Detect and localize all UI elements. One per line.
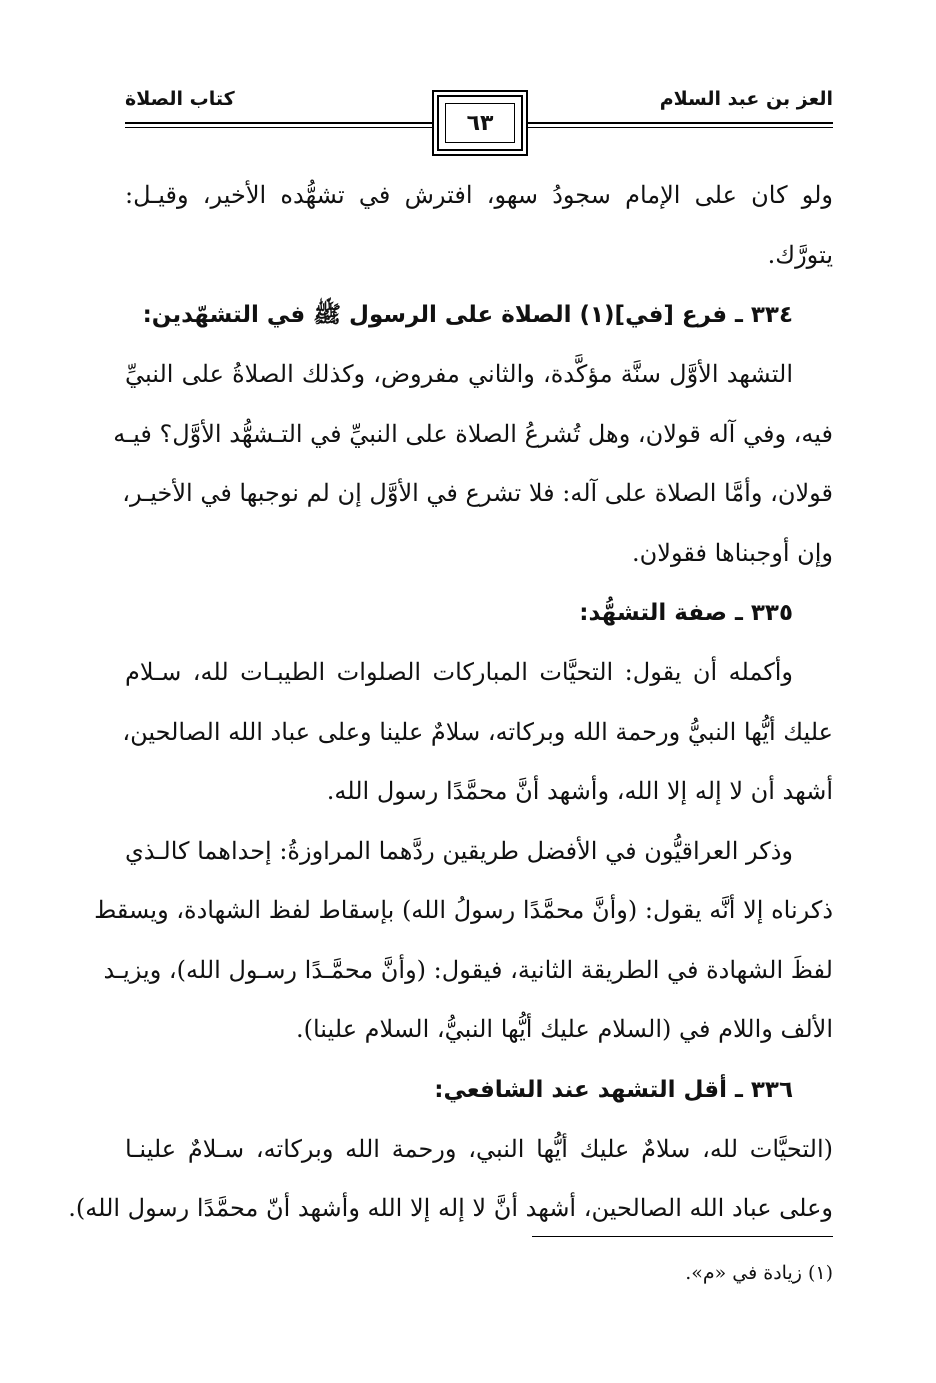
page-number-frame (437, 95, 523, 151)
text-line: لفظَ الشهادة في الطريقة الثانية، فيقول: (وأنَّ محمَّـدًا رسـول الله)، ويزيـد (103, 955, 833, 984)
text-line: وإن أوجبناها فقولان. (632, 538, 833, 567)
main-text (68, 166, 833, 1239)
text-line: أشهد أن لا إله إلا الله، وأشهد أنَّ محمَّدًا رسول الله. (326, 777, 833, 805)
running-header-book-title: كتاب الصلاة (125, 88, 235, 110)
text-line: وذكر العراقيُّون في الأفضل طريقين ردَّهما المراوزةُ: إحداهما كالـذي (125, 836, 793, 865)
text-line: (التحيَّات لله، سلامٌ عليك أيُّها النبي، ورحمة الله وبركاته، سـلامٌ علينـا (125, 1134, 833, 1163)
page-number: ٦٣ (445, 103, 515, 143)
text-line: وعلى عباد الله الصالحين، أشهد أنَّ لا إله إلا الله وأشهد أنّ محمَّدًا رسول الله). (68, 1194, 833, 1222)
text-line: عليك أيُّها النبيُّ ورحمة الله وبركاته، سلامٌ علينا وعلى عباد الله الصالحين، (122, 717, 833, 746)
footnote: (١) زيادة في «م». (685, 1262, 833, 1284)
text-line: الألف واللام في (السلام عليك أيُّها النبيُّ، السلام علينا). (296, 1015, 833, 1043)
text-line: ذكرناه إلا أنَّه يقول: (وأنَّ محمَّدًا رسولُ الله) بإسقاط لفظ الشهادة، ويسقط (94, 896, 833, 924)
running-header-author: العز بن عبد السلام (659, 88, 833, 110)
section-heading-336: ٣٣٦ ـ أقل التشهد عند الشافعي: (434, 1076, 793, 1103)
text-line: ولو كان على الإمام سجودُ سهو، افترش في تشهُّده الأخير، وقيـل: (125, 181, 833, 209)
text-line: قولان، وأمَّا الصلاة على آله: فلا تشرع في الأوَّل إن لم نوجبها في الأخيـر، (122, 479, 833, 507)
section-heading-334: ٣٣٤ ـ فرع [في](١) الصلاة على الرسول ﷺ في التشهّدين: (142, 302, 793, 328)
text-line: وأكمله أن يقول: التحيَّات المباركات الصلوات الطيبـات لله، سـلام (125, 658, 793, 686)
footnote-separator (532, 1236, 833, 1237)
text-line: يتورَّك. (767, 240, 833, 269)
text-line: فيه، وفي آله قولان، وهل تُشرعُ الصلاة على النبيِّ في التـشهُّد الأوَّل؟ فيـه (113, 419, 833, 448)
text-line: التشهد الأوَّل سنَّة مؤكَّدة، والثاني مفروض، وكذلك الصلاةُ على النبيِّ (125, 360, 793, 388)
section-heading-335: ٣٣٥ ـ صفة التشهُّد: (579, 600, 793, 626)
